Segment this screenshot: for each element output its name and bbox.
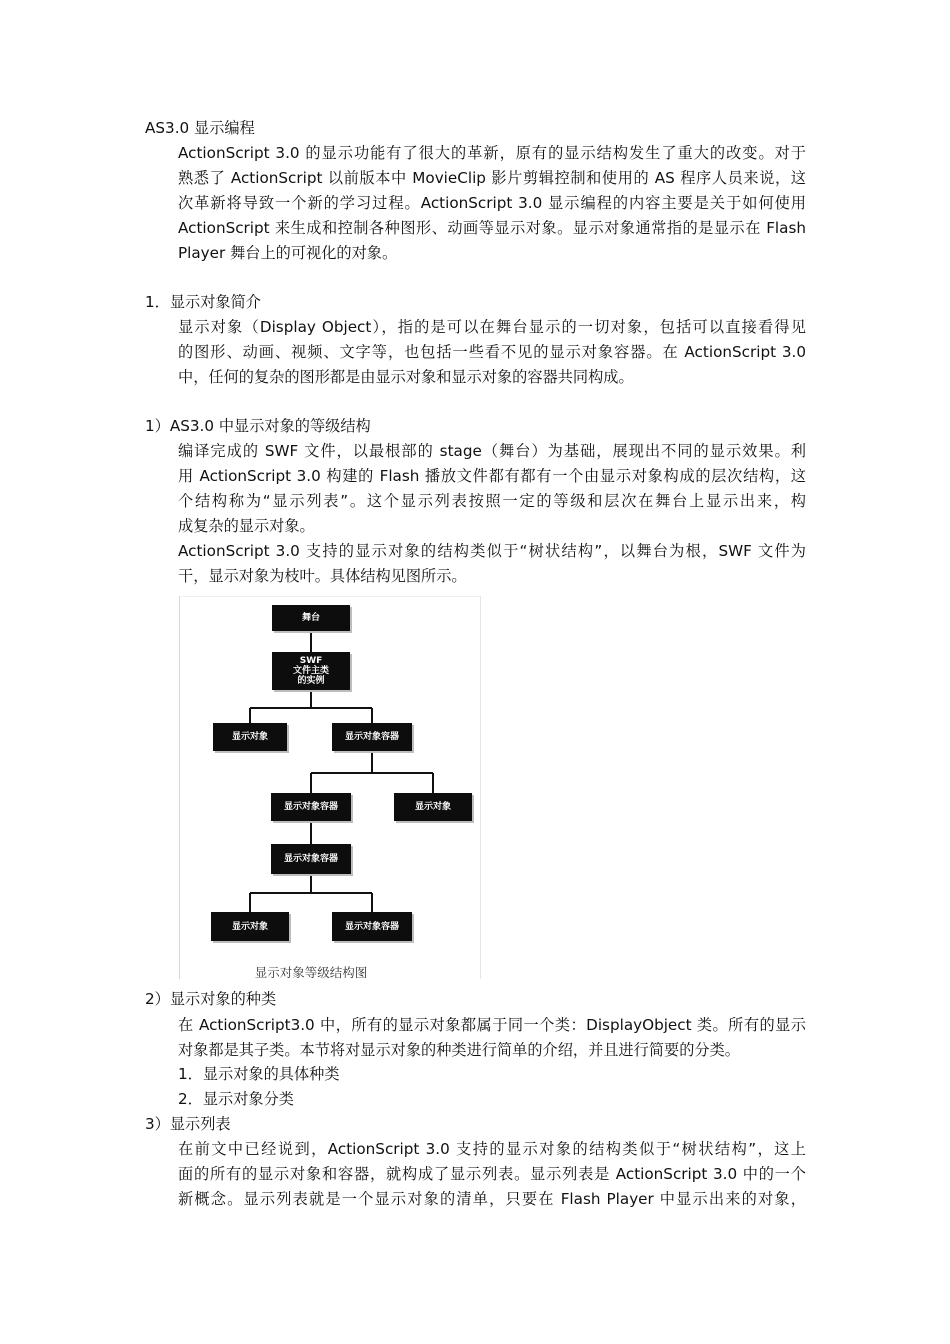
diagram-node-display-object-b: 显示对象 [394,793,472,821]
intro-line-1: ActionScript 3.0 的显示功能有了很大的革新，原有的显示结构发生了重大的改变。对于 [178,144,806,162]
sub1-line-6: 干，显示对象为枝叶。具体结构见图所示。 [178,567,467,585]
diagram-node-container-c: 显示对象容器 [271,844,351,874]
swf-label-line-3: 的实例 [297,676,325,686]
sub3-line-2: 面的所有的显示对象和容器，就构成了显示列表。显示列表是 ActionScript 3.0 中的一个 [178,1165,806,1183]
sub2-heading: 2）显示对象的种类 [145,990,277,1008]
display-hierarchy-diagram [179,596,481,979]
section1-line-1: 显示对象（Display Object），指的是可以在舞台显示的一切对象，包括可以直接看得见 [178,318,806,336]
section1-line-3: 中，任何的复杂的图形都是由显示对象和显示对象的容器共同构成。 [178,368,634,386]
swf-label-line-1: SWF [299,656,323,666]
sub1-line-1: 编译完成的 SWF 文件，以最根部的 stage（舞台）为基础，展现出不同的显示效果。利 [178,442,806,460]
intro-line-5: Player 舞台上的可视化的对象。 [178,244,398,262]
section1-line-2: 的图形、动画、视频、文字等，也包括一些看不见的显示对象容器。在 ActionScript 3.0 [178,343,806,361]
diagram-node-container-a: 显示对象容器 [332,723,412,751]
sub1-heading: 1）AS3.0 中显示对象的等级结构 [145,417,371,435]
diagram-node-display-object-c: 显示对象 [211,912,289,941]
sub3-heading: 3）显示列表 [145,1115,231,1133]
diagram-node-display-object-a: 显示对象 [213,723,287,751]
sub3-line-3: 新概念。显示列表就是一个显示对象的清单，只要在 Flash Player 中显示出来的对象， [178,1190,806,1208]
diagram-node-swf [272,652,350,690]
sub3-line-1: 在前文中已经说到，ActionScript 3.0 支持的显示对象的结构类似于“树状结构”，这上 [178,1140,806,1158]
intro-line-4: ActionScript 来生成和控制各种图形、动画等显示对象。显示对象通常指的是显示在 Flash [178,219,806,237]
page-title: AS3.0 显示编程 [145,119,255,137]
sub2-item-1: 1．显示对象的具体种类 [178,1065,340,1083]
sub1-line-5: ActionScript 3.0 支持的显示对象的结构类似于“树状结构”，以舞台为根，SWF 文件为 [178,542,806,560]
intro-line-2: 熟悉了 ActionScript 以前版本中 MovieClip 影片剪辑控制和使用的 AS 程序人员来说，这 [178,169,806,187]
sub1-line-3: 个结构称为“显示列表”。这个显示列表按照一定的等级和层次在舞台上显示出来，构 [178,492,806,510]
diagram-node-container-b: 显示对象容器 [271,793,351,821]
sub2-line-1: 在 ActionScript3.0 中，所有的显示对象都属于同一个类：DisplayObject 类。所有的显示 [178,1016,806,1034]
sub1-line-2: 用 ActionScript 3.0 构建的 Flash 播放文件都有都有一个由显示对象构成的层次结构，这 [178,467,806,485]
sub2-item-2: 2．显示对象分类 [178,1090,294,1108]
diagram-caption: 显示对象等级结构图 [254,965,368,979]
diagram-node-stage: 舞台 [272,605,350,631]
sub2-line-2: 对象都是其子类。本节将对显示对象的种类进行简单的介绍，并且进行简要的分类。 [178,1041,740,1059]
diagram-node-container-d: 显示对象容器 [332,912,412,941]
intro-line-3: 次革新将导致一个新的学习过程。ActionScript 3.0 显示编程的内容主要是关于如何使用 [178,194,806,212]
section1-heading: 1．显示对象简介 [145,293,261,311]
sub1-line-4: 成复杂的显示对象。 [178,517,315,535]
swf-label-line-2: 文件主类 [292,666,329,676]
